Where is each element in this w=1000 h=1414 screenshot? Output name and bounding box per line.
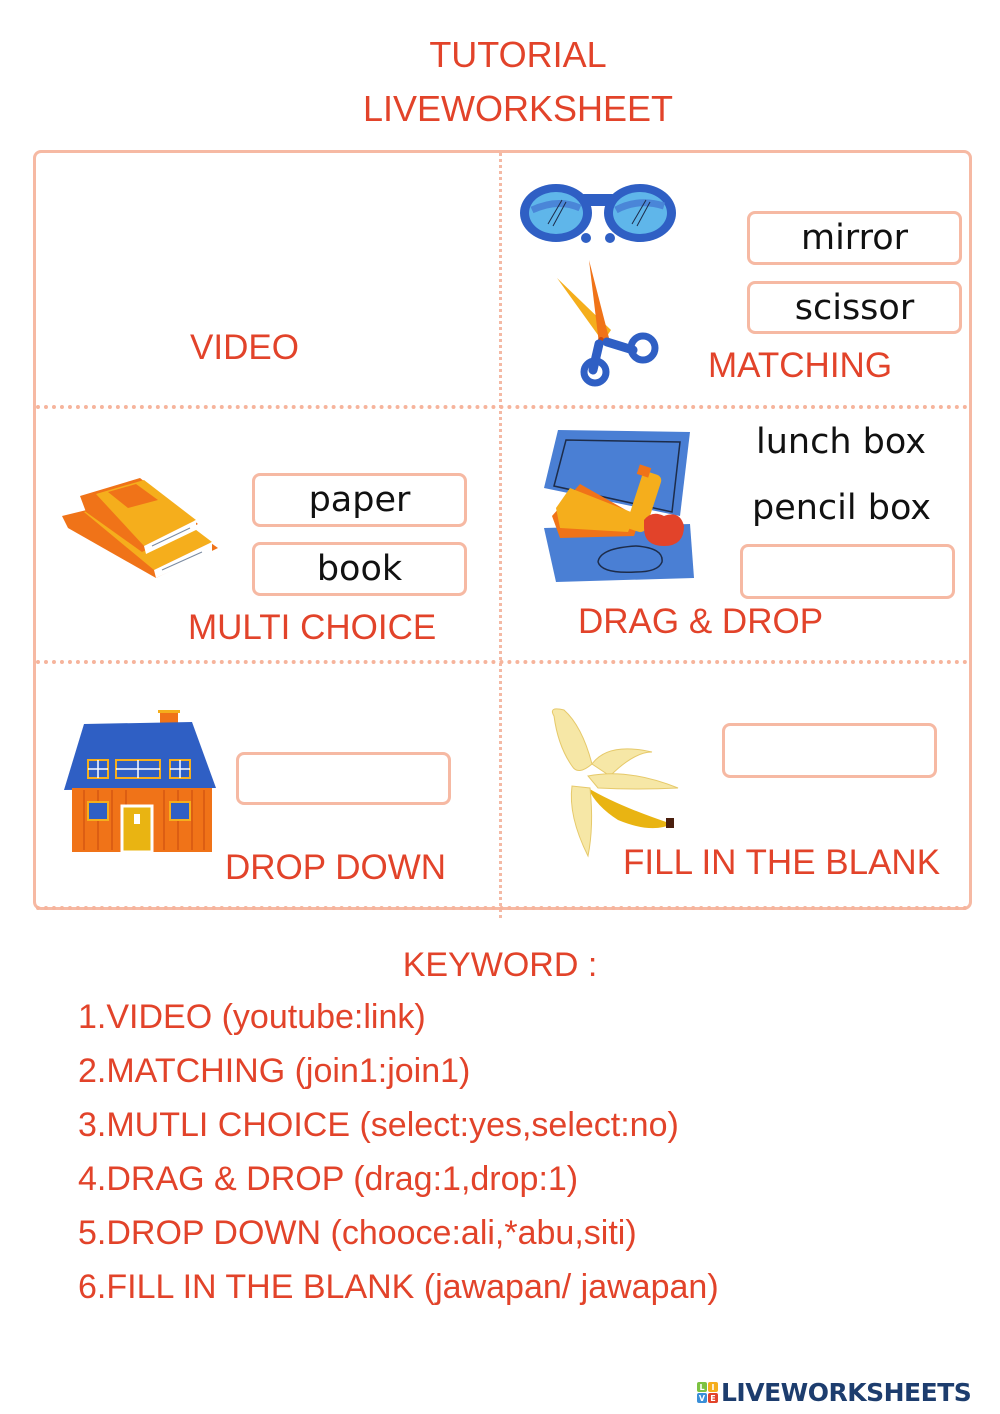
dropdown-select[interactable] xyxy=(236,752,451,805)
liveworksheets-logo[interactable] xyxy=(697,1378,971,1407)
keyword-item: 5.DROP DOWN (chooce:ali,*abu,siti) xyxy=(78,1214,637,1252)
matching-label: MATCHING xyxy=(708,346,893,385)
glasses-icon xyxy=(518,180,678,246)
multi-choice-label: MULTI CHOICE xyxy=(188,608,437,647)
drag-word-lunch-box[interactable]: lunch box xyxy=(756,422,926,462)
scissors-icon xyxy=(555,258,660,388)
keyword-item: 6.FILL IN THE BLANK (jawapan/ jawapan) xyxy=(78,1268,719,1306)
horizontal-divider-2 xyxy=(36,660,968,664)
bottom-dotted-border xyxy=(36,906,968,910)
drag-word-pencil-box[interactable]: pencil box xyxy=(752,488,932,528)
keyword-heading: KEYWORD : xyxy=(402,946,598,984)
keyword-item: 3.MUTLI CHOICE (select:yes,select:no) xyxy=(78,1106,679,1144)
video-label: VIDEO xyxy=(190,328,299,367)
multi-choice-option-paper[interactable]: paper xyxy=(252,473,467,527)
keyword-list xyxy=(78,996,719,1320)
horizontal-divider-1 xyxy=(36,405,968,409)
drop-down-label: DROP DOWN xyxy=(225,848,447,887)
house-icon xyxy=(64,710,218,854)
matching-word-scissor[interactable]: scissor xyxy=(747,281,962,334)
page-title-line1: TUTORIAL xyxy=(429,34,607,75)
drop-target-box[interactable] xyxy=(740,544,955,599)
lunchbox-icon xyxy=(540,428,698,584)
fill-blank-label: FILL IN THE BLANK xyxy=(623,843,941,882)
keyword-item: 4.DRAG & DROP (drag:1,drop:1) xyxy=(78,1160,579,1198)
page-title-line2: LIVEWORKSHEET xyxy=(362,88,674,129)
fill-blank-input[interactable] xyxy=(722,723,937,778)
banana-icon xyxy=(548,706,680,862)
keyword-item: 1.VIDEO (youtube:link) xyxy=(78,998,426,1036)
logo-live-icon: L I V E xyxy=(697,1382,718,1403)
vertical-divider xyxy=(499,153,502,918)
books-icon xyxy=(62,478,220,582)
drag-drop-label: DRAG & DROP xyxy=(578,602,824,641)
matching-word-mirror[interactable]: mirror xyxy=(747,211,962,265)
multi-choice-option-book[interactable]: book xyxy=(252,542,467,596)
logo-text: LIVEWORKSHEETS xyxy=(721,1378,972,1407)
keyword-item: 2.MATCHING (join1:join1) xyxy=(78,1052,471,1090)
